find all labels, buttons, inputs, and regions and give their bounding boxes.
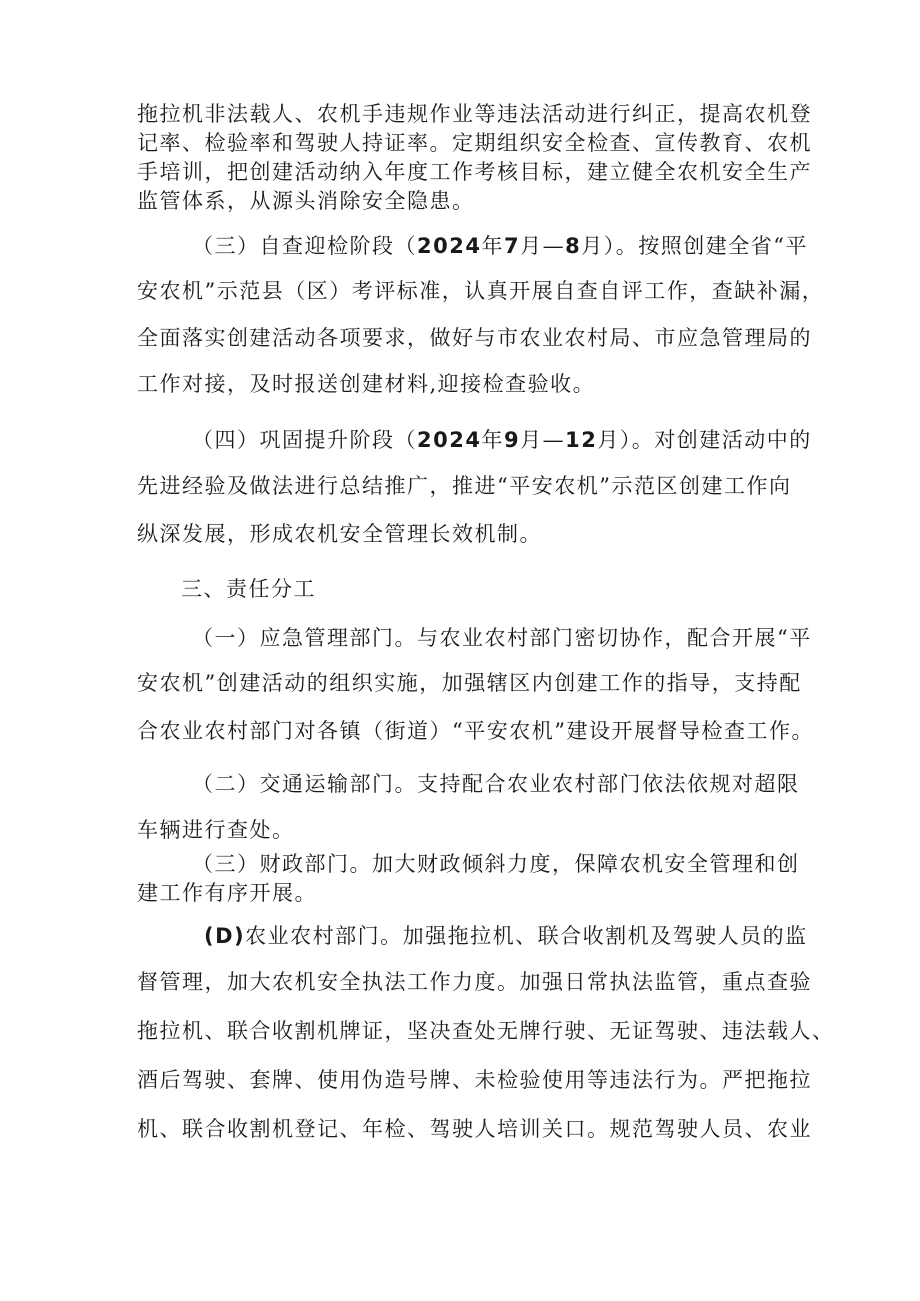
text-run: 年 [481,234,504,258]
month-number: 8 [565,234,582,258]
text-line: 酒后驾驶、套牌、使用伪造号牌、未检验使用等违法行为。严把拖拉 [137,1068,812,1092]
text-line: 安农机”示范县（区）考评标准，认真开展自查自评工作，查缺补漏， [137,279,825,303]
text-line: 监管体系，从源头消除安全隐患。 [137,189,475,213]
text-run: （四）巩固提升阶段（ [192,428,417,452]
text-run: 月— [520,234,566,258]
text-line: （三）财政部门。加大财政倾斜力度，保障农机安全管理和创 [192,852,800,876]
text-line: 车辆进行查处。 [137,818,295,842]
year-number: 2024 [417,234,482,258]
text-line: 先进经验及做法进行总结推广，推进“平安农机”示范区创建工作向 [137,474,792,498]
text-run: 月）。按照创建全省“平 [581,234,808,258]
month-number: 7 [503,234,521,258]
text-line: （二）交通运输部门。支持配合农业农村部门依法依规对超限 [192,772,800,796]
section-heading: 三、责任分工 [181,577,316,601]
text-line [204,923,808,949]
text-line: （一）应急管理部门。与农业农村部门密切协作，配合开展“平 [192,626,812,650]
text-line: 建工作有序开展。 [137,881,317,905]
text-line: 拖拉机非法载人、农机手违规作业等违法活动进行纠正，提高农机登 [137,102,812,126]
year-number: 2024 [417,428,482,452]
text-line: 全面落实创建活动各项要求，做好与市农业农村局、市应急管理局的 [137,326,812,350]
text-run: 月— [520,428,566,452]
month-number: 9 [503,428,521,452]
text-line: 安农机”创建活动的组织实施，加强辖区内创建工作的指导，支持配 [137,671,802,695]
text-run: （三）自查迎检阶段（ [192,234,417,258]
text-line: 合农业农村部门对各镇（街道）“平安农机”建设开展督导检查工作。 [137,719,814,743]
text-run: 农业农村部门。加强拖拉机、联合收割机及驾驶人员的监 [245,924,808,948]
text-line: 机、联合收割机登记、年检、驾驶人培训关口。规范驾驶人员、农业 [137,1117,812,1141]
text-line: 拖拉机、联合收割机牌证，坚决查处无牌行驶、无证驾驶、违法载人、 [137,1019,835,1043]
list-label: (D) [204,924,246,948]
text-run: 年 [481,428,504,452]
text-line: 工作对接，及时报送创建材料,迎接检查验收。 [137,372,596,396]
text-line [192,427,812,453]
text-line: 督管理，加大农机安全执法工作力度。加强日常执法监管，重点查验 [137,970,812,994]
text-run: 月）。对创建活动中的 [597,428,812,452]
text-line: 纵深发展，形成农机安全管理长效机制。 [137,522,542,546]
month-number: 12 [565,428,598,452]
text-line: 记率、检验率和驾驶人持证率。定期组织安全检查、宣传教育、农机 [137,131,812,155]
text-line: 手培训，把创建活动纳入年度工作考核目标，建立健全农机安全生产 [137,160,812,184]
text-line [192,233,808,259]
